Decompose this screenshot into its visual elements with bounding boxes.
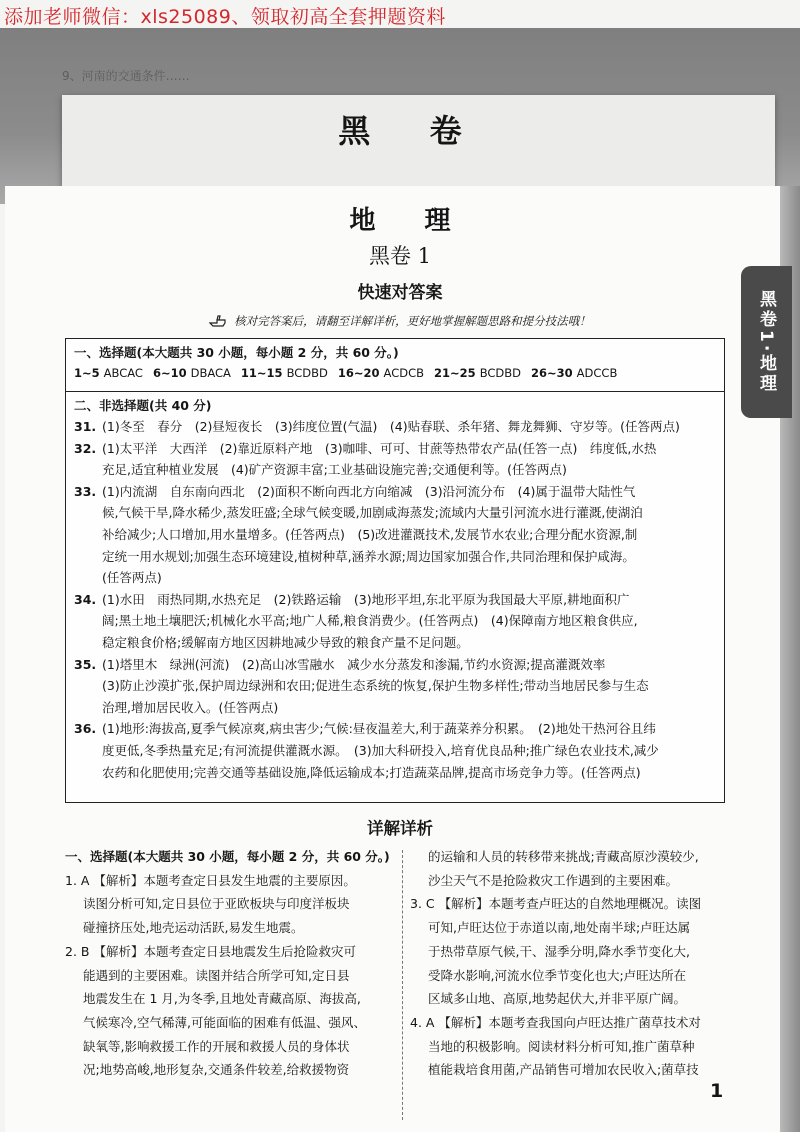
choice-section-title: 一、选择题(本大题共 30 小题，每小题 2 分，共 60 分。) bbox=[74, 345, 399, 360]
explanation-line: 碰撞挤压处,地壳运动活跃,易发生地震。 bbox=[83, 920, 304, 936]
answer-line: (1)地形:海拔高,夏季气候凉爽,病虫害少;气候:昼夜温差大,利于蔬菜养分积累。 (2)地处干热河谷且纬 bbox=[102, 721, 656, 737]
non-choice-section bbox=[66, 392, 724, 783]
answer-range: 26~30 bbox=[531, 366, 577, 380]
answer-range: 16~20 bbox=[337, 366, 384, 380]
explanation-line: 一、选择题(本大题共 30 小题，每小题 2 分，共 60 分。) bbox=[65, 849, 390, 864]
answer-line: (3)防止沙漠扩张,保护周边绿洲和农田;促进生态系统的恢复,保护生物多样性;带动当地居民参与生态 bbox=[102, 678, 649, 694]
detail-right-column bbox=[410, 845, 740, 1082]
explanation-line: 读图分析可知,定日县位于亚欧板块与印度洋板块 bbox=[83, 896, 350, 912]
subject-title: 地 理 bbox=[349, 206, 471, 236]
question-answer bbox=[66, 438, 724, 481]
explanation-line: 缺氧等,影响救援工作的开展和救援人员的身体状 bbox=[83, 1038, 350, 1054]
detail-left-column bbox=[65, 845, 395, 1082]
answer-range: 21~25 bbox=[434, 366, 480, 380]
explanation-line: 气候寒冷,空气稀薄,可能面临的困难有低温、强风、 bbox=[83, 1014, 366, 1030]
question-answer bbox=[66, 654, 724, 719]
explanation-line: 受降水影响,河流水位季节变化也大;卢旺达所在 bbox=[428, 967, 687, 983]
answer-line: 农药和化肥使用;完善交通等基础设施,降低运输成本;打造蔬菜品牌,提高市场竞争力等。(任答两点) bbox=[102, 764, 641, 780]
quick-answer-title: 快速对答案 bbox=[357, 283, 443, 303]
answer-group bbox=[531, 366, 617, 380]
explanation-line: 区域多山地、高原,地势起伏大,并非平原广阔。 bbox=[428, 991, 686, 1007]
answer-letters: BCDBD bbox=[479, 366, 522, 380]
question-list bbox=[66, 416, 724, 783]
answer-line: 治理,增加居民收入。(任答两点) bbox=[102, 699, 279, 715]
explanation-line: 当地的积极影响。阅读材料分析可知,推广菌草种 bbox=[428, 1038, 695, 1054]
card-title: 黑 卷 bbox=[338, 112, 486, 150]
explanation-line: 的运输和人员的转移带来挑战;青藏高原沙漠较少, bbox=[428, 849, 699, 864]
explanation-line: 沙尘天气不是抢险救灾工作遇到的主要困难。 bbox=[428, 872, 679, 888]
answer-letters: ABCAC bbox=[103, 366, 143, 380]
tip-line bbox=[0, 313, 800, 329]
question-number: 33. bbox=[74, 483, 97, 499]
explanation-line: 3. C 【解析】本题考查卢旺达的自然地理概况。读图 bbox=[410, 896, 702, 912]
answer-line: 阔;黑土地土壤肥沃;机械化水平高;地广人稀,粮食消费少。(任答两点) (4)保障南方地区粮食供应, bbox=[102, 613, 638, 629]
explanation-line: 1. A 【解析】本题考查定日县发生地震的主要原因。 bbox=[65, 872, 356, 888]
answer-group bbox=[434, 366, 521, 380]
paper-title: 黑卷 1 bbox=[368, 244, 432, 268]
answer-letters: BCDBD bbox=[286, 366, 328, 380]
choice-answers bbox=[66, 363, 724, 383]
answer-group bbox=[74, 366, 143, 380]
detail-title: 详解详析 bbox=[367, 819, 433, 838]
answer-group bbox=[338, 366, 424, 380]
hand-pointer-icon bbox=[209, 314, 227, 328]
answer-range: 1~5 bbox=[74, 366, 104, 380]
explanation-line: 于热带草原气候,干、湿季分明,降水季节变化大, bbox=[428, 943, 690, 959]
column-divider bbox=[402, 850, 403, 1120]
question-number: 32. bbox=[74, 440, 97, 456]
tip-text: 核对完答案后，请翻至详解详析，更好地掌握解题思路和提分技法哦！ bbox=[234, 314, 591, 328]
answer-line: 候,气候干旱,降水稀少,蒸发旺盛;全球气候变暖,加剧咸海蒸发;流域内大量引河流水进行灌溉,使湖泊 bbox=[102, 505, 643, 521]
answer-line: (任答两点) bbox=[102, 570, 162, 586]
answer-line: (1)塔里木 绿洲(河流) (2)高山冰雪融水 减少水分蒸发和渗漏,节约水资源;提高灌溉效率 bbox=[102, 656, 606, 672]
question-answer bbox=[66, 416, 724, 438]
bleed-through-text: 9、河南的交通条件…… bbox=[62, 69, 190, 83]
answer-line: 度更低,冬季热量充足;有河流提供灌溉水源。 (3)加大科研投入,培育优良品种;推广绿色农业技术,减少 bbox=[102, 742, 659, 758]
answer-group bbox=[153, 366, 231, 380]
answer-line: (1)冬至 春分 (2)昼短夜长 (3)纬度位置(气温) (4)贴春联、杀年猪、舞龙舞狮、守岁等。(任答两点) bbox=[102, 419, 680, 434]
question-number: 35. bbox=[74, 656, 97, 672]
explanation-line: 植能栽培食用菌,产品销售可增加农民收入;菌草技 bbox=[428, 1062, 699, 1078]
explanation-line: 地震发生在 1 月,为冬季,且地处青藏高原、海拔高, bbox=[83, 991, 361, 1007]
answer-range: 6~10 bbox=[152, 366, 191, 380]
answer-range: 11~15 bbox=[240, 366, 287, 380]
question-answer bbox=[66, 718, 724, 783]
answer-letters: DBACA bbox=[190, 366, 231, 380]
answer-letters: ACDCB bbox=[383, 366, 425, 380]
answer-line: 补给减少;人口增加,用水量增多。(任答两点) (5)改进灌溉技术,发展节水农业;合理分配水资源,制 bbox=[102, 526, 638, 542]
watermark-text: 添加老师微信：xls25089、领取初高全套押题资料 bbox=[4, 6, 446, 28]
explanation-line: 4. A 【解析】本题考查我国向卢旺达推广菌草技术对 bbox=[410, 1014, 701, 1030]
answer-group bbox=[241, 366, 328, 380]
explanation-line: 2. B 【解析】本题考查定日县地震发生后抢险救灾可 bbox=[65, 943, 356, 959]
answer-line: (1)水田 雨热同期,水热充足 (2)铁路运输 (3)地形平坦,东北平原为我国最大平原,耕地面积广 bbox=[102, 591, 630, 607]
non-choice-section-title: 二、非选择题(共 40 分) bbox=[74, 398, 212, 413]
quick-answer-box bbox=[65, 338, 725, 803]
question-number: 34. bbox=[74, 591, 97, 607]
answer-line: (1)太平洋 大西洋 (2)靠近原料产地 (3)咖啡、可可、甘蔗等热带农产品(任答一点) 纬度低,水热 bbox=[102, 440, 657, 456]
section-tab[interactable]: 黑卷1·地理 bbox=[741, 266, 792, 418]
answer-letters: ADCCB bbox=[576, 366, 618, 380]
answer-line: 定统一用水规划;加强生态环境建设,植树种草,涵养水源;周边国家加强合作,共同治理和保护咸海。 bbox=[102, 548, 635, 564]
choice-section bbox=[66, 339, 724, 392]
question-number: 31. bbox=[74, 419, 97, 434]
answer-line: 稳定粮食价格;缓解南方地区因耕地减少导致的粮食产量不足问题。 bbox=[102, 634, 469, 650]
answer-line: 充足,适宜种植业发展 (4)矿产资源丰富;工业基础设施完善;交通便利等。(任答两点) bbox=[102, 462, 567, 478]
explanation-line: 能遇到的主要困难。读图并结合所学可知,定日县 bbox=[83, 967, 350, 983]
question-answer bbox=[66, 589, 724, 654]
page-number: 1 bbox=[710, 1080, 724, 1102]
explanation-line: 况;地势高峻,地形复杂,交通条件较差,给救援物资 bbox=[83, 1062, 350, 1078]
answer-line: (1)内流湖 自东南向西北 (2)面积不断向西北方向缩减 (3)沿河流分布 (4)属于温带大陆性气 bbox=[102, 483, 636, 499]
question-number: 36. bbox=[74, 721, 97, 737]
question-answer bbox=[66, 481, 724, 589]
explanation-line: 可知,卢旺达位于赤道以南,地处南半球;卢旺达属 bbox=[428, 920, 691, 936]
